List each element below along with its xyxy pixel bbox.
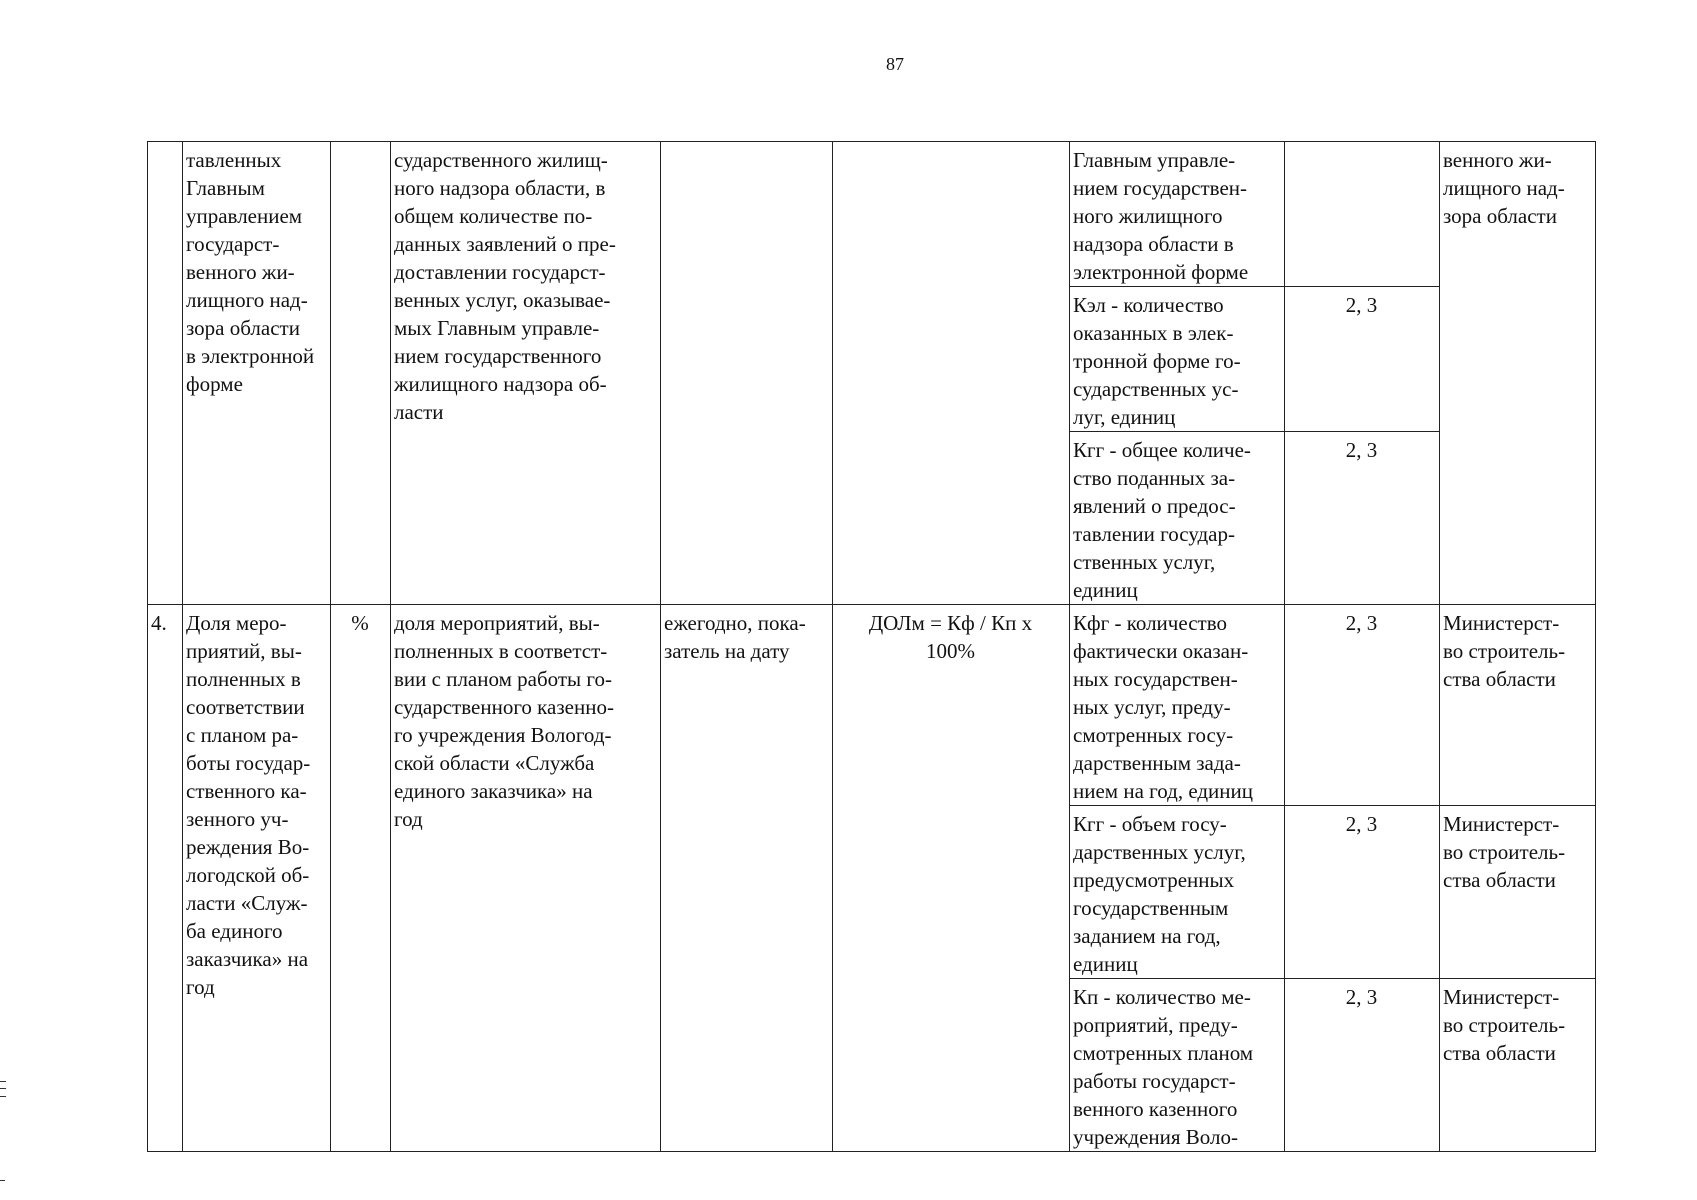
table-row-4 — [148, 605, 1596, 806]
component-cell: Кп - количество ме- роприятий, преду- смотренных планом работы государст- венного казенного учреждения Воло- — [1070, 979, 1285, 1152]
source-cell: 2, 3 — [1285, 605, 1440, 806]
page-number: 87 — [886, 54, 904, 74]
source-cell: 2, 3 — [1285, 979, 1440, 1152]
component-cell: Главным управле- нием государствен- ного жилищного надзора области в электронной форме — [1070, 142, 1285, 287]
responsible-cell: Министерст- во строитель- ства области — [1440, 605, 1596, 806]
row-number-cell — [148, 142, 183, 605]
definition-cell: сударственного жилищ- ного надзора области, в общем количестве по- данных заявлений о пре- доставлении государст- венных услуг, оказывае- мых Главным управле- нием государственного жилищного надзора об- ласти — [391, 142, 661, 605]
table-row-continued — [148, 142, 1596, 287]
component-cell: Кгг - общее количе- ство поданных за- явлений о предос- тавлении государ- ственных услуг, единиц — [1070, 432, 1285, 605]
formula-cell: ДОЛм = Кф / Кп х 100% — [833, 605, 1070, 1152]
responsible-cell: Министерст- во строитель- ства области — [1440, 979, 1596, 1152]
periodicity-cell: ежегодно, пока- затель на дату — [661, 605, 833, 1152]
responsible-cell: венного жи- лищного над- зора области — [1440, 142, 1596, 605]
margin-binding-mark — [0, 1081, 6, 1097]
source-cell: 2, 3 — [1285, 432, 1440, 605]
component-cell: Кэл - количество оказанных в элек- тронной форме го- сударственных ус- луг, единиц — [1070, 287, 1285, 432]
responsible-cell: Министерст- во строитель- ства области — [1440, 806, 1596, 979]
unit-cell: % — [331, 605, 391, 1152]
component-cell: Кгг - объем госу- дарственных услуг, предусмотренных государственным заданием на год, единиц — [1070, 806, 1285, 979]
definition-cell: доля мероприятий, вы- полненных в соответст- вии с планом работы го- сударственного казенно- го учреждения Вологод- ской области «Служба единого заказчика» на год — [391, 605, 661, 1152]
source-cell: 2, 3 — [1285, 287, 1440, 432]
source-cell: 2, 3 — [1285, 806, 1440, 979]
component-cell: Кфг - количество фактически оказан- ных государствен- ных услуг, преду- смотренных госу- дарственным зада- нием на год, единиц — [1070, 605, 1285, 806]
formula-cell — [833, 142, 1070, 605]
indicators-table — [147, 141, 1596, 1152]
row-number-cell: 4. — [148, 605, 183, 1152]
source-cell — [1285, 142, 1440, 287]
indicator-name-cell: Доля меро- приятий, вы- полненных в соответствии с планом ра- боты государ- ственного ка- зенного уч- реждения Во- логодской об- ласти «Служ- ба единого заказчика» на год — [183, 605, 331, 1152]
unit-cell — [331, 142, 391, 605]
periodicity-cell — [661, 142, 833, 605]
margin-dash-mark — [0, 1180, 5, 1181]
indicator-name-cell: тавленных Главным управлением государст- венного жи- лищного над- зора области в электронной форме — [183, 142, 331, 605]
